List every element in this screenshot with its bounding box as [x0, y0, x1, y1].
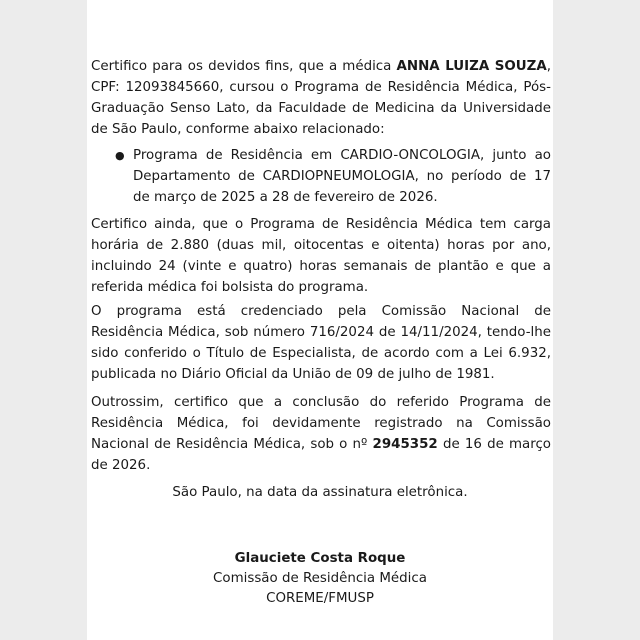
paragraph-lead: Outrossim, certifico que a conclusão do referido Programa de Residência Médica, foi devidamente registrado na Comissão Nacional de Residência Médica, sob o nº — [91, 395, 551, 452]
paragraph-lead: Certifico para os devidos fins, que a médica — [91, 59, 397, 74]
certification-paragraph — [91, 56, 551, 140]
accreditation-paragraph: O programa está credenciado pela Comissão Nacional de Residência Médica, sob número 716/2024 de 14/11/2024, tendo-lhe sido conferido o Título de Especialista, de acordo com a Lei 6.932, publicada no Diário Oficial da União de 09 de julho de 1981. — [91, 304, 551, 382]
place-date-line: São Paulo, na data da assinatura eletrônica. — [172, 485, 468, 500]
doctor-name: ANNA LUIZA SOUZA — [396, 59, 547, 74]
bullet-icon: ● — [115, 149, 125, 162]
signatory-organization: Comissão de Residência Médica — [213, 571, 427, 586]
signatory-unit: COREME/FMUSP — [266, 591, 374, 606]
paragraph-rest: de 16 de março de 2026. — [91, 437, 551, 473]
registration-number: 2945352 — [372, 437, 438, 452]
workload-paragraph: Certifico ainda, que o Programa de Residência Médica tem carga horária de 2.880 (duas mil, oitocentas e oitenta) horas por ano, incluindo 24 (vinte e quatro) horas semanais de plantão e que a referida médica foi bolsista do programa. — [91, 217, 551, 295]
signatory-name: Glauciete Costa Roque — [234, 551, 406, 566]
certificate-page — [87, 0, 553, 640]
program-description: Programa de Residência em CARDIO-ONCOLOGIA, junto ao Departamento de CARDIOPNEUMOLOGIA, no período de 17 de março de 2025 a 28 de fevereiro de 2026. — [133, 148, 551, 205]
paragraph-rest: , CPF: 12093845660, cursou o Programa de Residência Médica, Pós-Graduação Senso Lato, da Faculdade de Medicina da Universidade de São Paulo, conforme abaixo relacionado: — [91, 59, 551, 137]
registration-paragraph — [91, 392, 551, 476]
